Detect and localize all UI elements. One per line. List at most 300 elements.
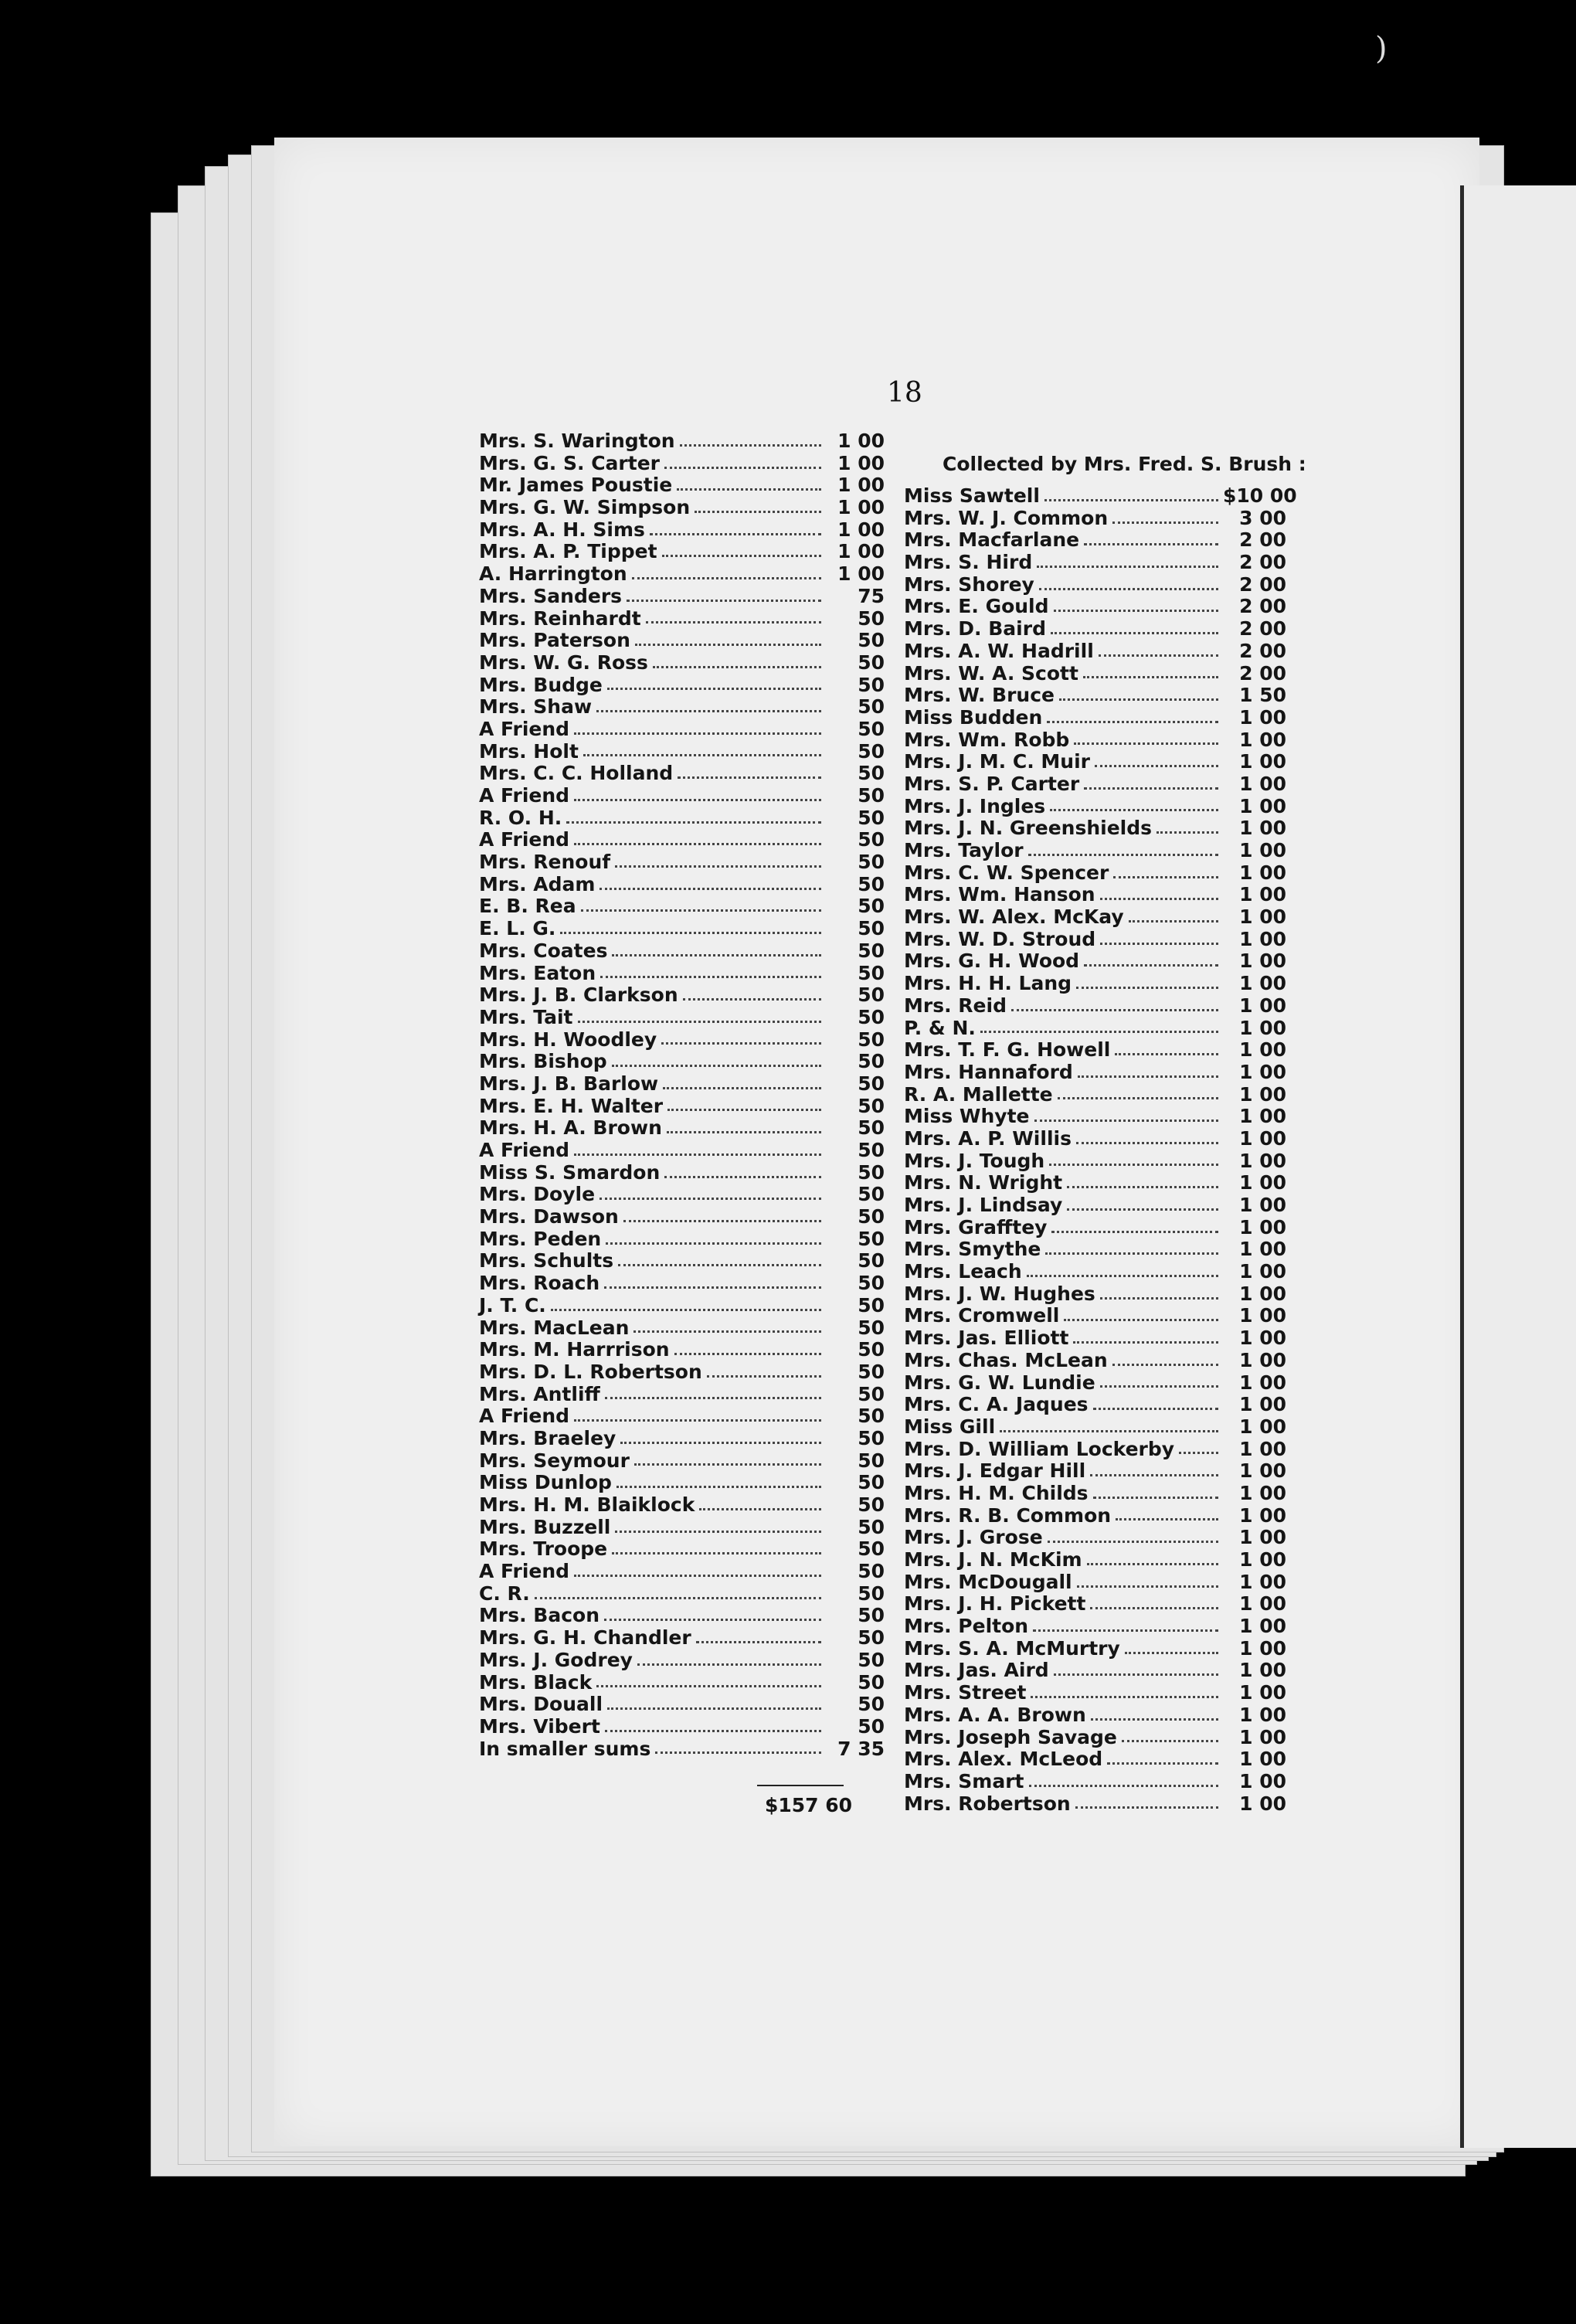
contributor-name: Mrs. S. Warington <box>479 430 675 452</box>
contribution-amount: 50 <box>858 1139 885 1161</box>
contribution-row <box>479 1716 885 1738</box>
contributor-name: Miss Dunlop <box>479 1471 612 1494</box>
dot-leader <box>1027 1267 1218 1277</box>
contribution-amount: 1 00 <box>1239 1570 1286 1593</box>
contributor-name: Mrs. Cromwell <box>904 1304 1060 1327</box>
contribution-amount: 50 <box>858 851 885 874</box>
contribution-row <box>479 1694 885 1716</box>
contribution-amount: 1 00 <box>837 451 885 474</box>
contribution-row <box>479 563 885 586</box>
dot-leader <box>605 1389 821 1399</box>
contribution-amount: 1 00 <box>1239 817 1286 840</box>
contribution-amount: 1 00 <box>1239 1769 1286 1792</box>
contribution-amount: 50 <box>858 1426 885 1449</box>
dot-leader <box>1028 846 1218 856</box>
dot-leader <box>1000 1422 1218 1432</box>
dot-leader <box>574 725 821 735</box>
dot-leader <box>1029 1777 1219 1787</box>
contribution-row <box>904 840 1286 862</box>
dot-leader <box>551 1301 821 1311</box>
contribution-row <box>479 963 885 985</box>
dot-leader <box>627 592 821 602</box>
contribution-amount: 2 00 <box>1239 661 1286 685</box>
dot-leader <box>664 1168 821 1178</box>
contribution-amount: 50 <box>858 1272 885 1295</box>
contribution-amount: 50 <box>858 1028 885 1051</box>
contribution-amount: 1 00 <box>1239 1681 1286 1704</box>
contribution-row <box>479 1405 885 1428</box>
contributor-name: Mrs. A. H. Sims <box>479 518 645 541</box>
contributor-name: Mrs. Wm. Robb <box>904 728 1070 751</box>
contribution-row <box>904 1505 1286 1527</box>
contribution-row <box>904 1106 1286 1128</box>
contribution-amount: 50 <box>858 828 885 851</box>
contributor-name: Mrs. Holt <box>479 739 579 763</box>
dot-leader <box>1157 824 1218 834</box>
contribution-row <box>904 1638 1286 1660</box>
contribution-amount: 1 00 <box>1239 1348 1286 1371</box>
dot-leader <box>1107 1755 1218 1765</box>
contribution-amount: 50 <box>858 872 885 895</box>
dot-leader <box>683 990 821 1001</box>
dot-leader <box>1179 1444 1218 1454</box>
contributor-name: Mrs. C. W. Spencer <box>904 861 1109 884</box>
dot-leader <box>583 746 821 756</box>
dot-leader <box>1037 558 1218 568</box>
dot-leader <box>1100 890 1218 900</box>
dot-leader <box>574 791 821 801</box>
contribution-row <box>904 950 1286 973</box>
dot-leader <box>596 1677 821 1687</box>
contribution-amount: 50 <box>858 1116 885 1140</box>
dot-leader <box>1051 624 1218 634</box>
contributor-name: Mrs. Reid <box>904 994 1007 1017</box>
contribution-row <box>479 1450 885 1473</box>
contributor-name: Mrs. W. A. Scott <box>904 661 1078 685</box>
dot-leader <box>678 769 821 779</box>
dot-leader <box>635 636 821 646</box>
contribution-row <box>904 663 1286 685</box>
dot-leader <box>612 946 821 956</box>
contribution-row <box>479 1428 885 1450</box>
contribution-row <box>479 1007 885 1029</box>
contribution-row <box>479 453 885 475</box>
contribution-amount: 1 00 <box>1239 772 1286 795</box>
contribution-amount: 1 00 <box>1239 1371 1286 1394</box>
dot-leader <box>1093 1400 1218 1410</box>
contribution-amount: 50 <box>858 1604 885 1627</box>
contributor-name: Mrs. Bishop <box>479 1050 607 1073</box>
contributor-name: Mrs. Leach <box>904 1260 1022 1283</box>
contribution-amount: 50 <box>858 1449 885 1472</box>
contribution-amount: 1 00 <box>1239 1238 1286 1261</box>
contribution-row <box>904 1039 1286 1062</box>
contributor-name: J. T. C. <box>479 1293 546 1317</box>
contributor-name: Mrs. Buzzell <box>479 1515 611 1538</box>
contribution-row <box>904 1150 1286 1173</box>
contribution-amount: 50 <box>858 961 885 984</box>
contribution-amount: 50 <box>858 1072 885 1095</box>
contribution-amount: 50 <box>858 606 885 630</box>
dot-leader <box>677 481 821 491</box>
dot-leader <box>1084 780 1218 790</box>
contributor-name: Mrs. Smart <box>904 1769 1024 1792</box>
contributor-name: Mrs. Schults <box>479 1249 614 1272</box>
contributor-name: Mrs. W. D. Stroud <box>904 927 1096 950</box>
contributor-name: Mrs. D. William Lockerby <box>904 1437 1175 1460</box>
contribution-row <box>479 1650 885 1672</box>
contribution-amount: 1 00 <box>1239 839 1286 861</box>
dot-leader <box>633 1323 821 1333</box>
contribution-amount: 1 00 <box>1239 1415 1286 1438</box>
dot-leader <box>607 1700 821 1710</box>
dot-leader <box>574 1146 821 1156</box>
contribution-amount: 50 <box>858 1560 885 1583</box>
contribution-row <box>479 918 885 940</box>
contribution-row <box>904 973 1286 995</box>
dot-leader <box>615 1523 821 1533</box>
contribution-amount: 1 00 <box>1239 1725 1286 1748</box>
contribution-row <box>479 1117 885 1140</box>
contributor-name: A Friend <box>479 717 570 740</box>
dot-leader <box>605 1722 821 1732</box>
contribution-amount: 1 00 <box>1239 1636 1286 1660</box>
contributor-name: Mrs. T. F. G. Howell <box>904 1038 1111 1062</box>
dot-leader <box>1090 1599 1218 1609</box>
contribution-row <box>904 1704 1286 1727</box>
contribution-amount: 50 <box>858 1249 885 1272</box>
contribution-row <box>479 1206 885 1228</box>
contribution-amount: 1 00 <box>837 518 885 541</box>
contribution-amount: 2 00 <box>1239 573 1286 596</box>
contribution-row <box>904 484 1297 508</box>
contributor-name: Mrs. J. M. C. Muir <box>904 750 1090 773</box>
contributor-name: Mrs. C. C. Holland <box>479 762 674 785</box>
contribution-row <box>479 1272 885 1295</box>
contribution-row <box>479 674 885 697</box>
contributor-name: Mrs. N. Wright <box>904 1171 1063 1194</box>
contribution-row <box>904 796 1286 818</box>
contributor-name: Mrs. S. Hird <box>904 551 1033 574</box>
contribution-amount: $10 00 <box>1223 484 1297 507</box>
contribution-row <box>904 1305 1286 1327</box>
dot-leader <box>1084 535 1218 545</box>
contribution-row <box>904 1748 1286 1771</box>
contribution-row <box>479 1228 885 1251</box>
contributor-name: Mrs. Dawson <box>479 1205 619 1228</box>
contributor-name: Mrs. M. Harrrison <box>479 1338 670 1361</box>
contributor-name: Mrs. Grafftey <box>904 1215 1048 1238</box>
contributor-name: Miss Sawtell <box>904 484 1040 507</box>
contributor-name: Mrs. C. A. Jaques <box>904 1393 1089 1416</box>
contributor-name: A. Harrington <box>479 562 627 586</box>
contribution-amount: 2 00 <box>1239 595 1286 618</box>
contributor-name: Mrs. Roach <box>479 1272 600 1295</box>
contribution-amount: 1 00 <box>1239 1082 1286 1106</box>
dot-leader <box>1084 956 1218 967</box>
contributor-name: Mrs. Jas. Elliott <box>904 1327 1069 1350</box>
contributor-name: Mrs. Pelton <box>904 1615 1029 1638</box>
dot-leader <box>667 1101 821 1111</box>
contribution-amount: 2 00 <box>1239 617 1286 640</box>
contribution-amount: 1 00 <box>1239 994 1286 1017</box>
contribution-amount: 50 <box>858 762 885 785</box>
contribution-row <box>479 895 885 918</box>
contribution-amount: 50 <box>858 1160 885 1184</box>
contribution-row <box>479 652 885 674</box>
contribution-row <box>904 906 1286 929</box>
dot-leader <box>581 902 821 912</box>
dot-leader <box>623 1212 821 1222</box>
contribution-row <box>479 497 885 519</box>
contribution-amount: 50 <box>858 1050 885 1073</box>
left-contributor-list <box>479 430 885 1760</box>
dot-leader <box>1116 1510 1218 1520</box>
contribution-row <box>904 1394 1286 1416</box>
contribution-row <box>904 1682 1286 1704</box>
contribution-amount: 1 00 <box>837 496 885 519</box>
contributor-name: Mrs. A. P. Tippet <box>479 540 657 563</box>
dot-leader <box>699 1500 821 1510</box>
contribution-amount: 1 00 <box>1239 1503 1286 1527</box>
contribution-row <box>479 940 885 963</box>
contributor-name: A Friend <box>479 784 570 807</box>
contribution-amount: 50 <box>858 806 885 829</box>
contribution-amount: 50 <box>858 1316 885 1339</box>
dot-leader <box>1054 1666 1218 1676</box>
dot-leader <box>578 1013 821 1023</box>
contribution-amount: 50 <box>858 917 885 940</box>
contribution-row <box>904 1439 1286 1461</box>
contribution-amount: 50 <box>858 1205 885 1228</box>
contributor-name: Mrs. A. P. Willis <box>904 1126 1072 1150</box>
contribution-row <box>904 1372 1286 1395</box>
contribution-amount: 1 00 <box>1239 1703 1286 1726</box>
contribution-row <box>904 640 1286 663</box>
contribution-row <box>904 1084 1286 1106</box>
contributor-name: A Friend <box>479 1405 570 1428</box>
dot-leader <box>606 1235 821 1245</box>
contribution-amount: 50 <box>858 1227 885 1250</box>
contribution-amount: 50 <box>858 1005 885 1028</box>
contribution-amount: 50 <box>858 717 885 740</box>
contributor-name: Mrs. W. G. Ross <box>479 651 648 674</box>
contribution-row <box>479 519 885 542</box>
contribution-amount: 50 <box>858 939 885 962</box>
dot-leader <box>1075 1799 1218 1809</box>
contribution-amount: 1 00 <box>1239 728 1286 751</box>
contribution-row <box>479 763 885 785</box>
contributor-name: Mrs. Coates <box>479 939 608 962</box>
contribution-amount: 50 <box>858 1670 885 1694</box>
contribution-amount: 1 00 <box>1239 927 1286 950</box>
contribution-amount: 1 50 <box>1239 684 1286 707</box>
dot-leader <box>680 437 821 447</box>
contribution-amount: 1 00 <box>1239 1016 1286 1039</box>
dot-leader <box>1076 1134 1218 1144</box>
contribution-row <box>904 685 1286 707</box>
contributor-name: Mrs. Sanders <box>479 584 623 607</box>
contributor-name: Mrs. Alex. McLeod <box>904 1748 1103 1771</box>
dot-leader <box>1078 1068 1218 1078</box>
contribution-amount: 50 <box>858 629 885 652</box>
contribution-amount: 50 <box>858 1183 885 1206</box>
contribution-amount: 1 00 <box>1239 1304 1286 1327</box>
contributor-name: Mrs. H. H. Lang <box>904 972 1072 995</box>
contribution-row <box>904 995 1286 1018</box>
dot-leader <box>1112 514 1218 524</box>
contribution-amount: 50 <box>858 673 885 696</box>
dot-leader <box>1113 868 1218 878</box>
contribution-amount: 1 00 <box>1239 883 1286 906</box>
dot-leader <box>612 1544 821 1554</box>
contribution-row <box>479 1250 885 1272</box>
contribution-row <box>479 1605 885 1627</box>
contribution-row <box>479 1561 885 1583</box>
contribution-amount: 1 00 <box>1239 1327 1286 1350</box>
contribution-row <box>904 1238 1286 1261</box>
contributor-name: Mrs. H. Woodley <box>479 1028 657 1051</box>
contributor-name: Mrs. Bacon <box>479 1604 600 1627</box>
contributor-name: C. R. <box>479 1582 530 1605</box>
contributor-name: Mrs. E. Gould <box>904 595 1049 618</box>
contribution-amount: 1 00 <box>1239 1437 1286 1460</box>
dot-leader <box>653 658 821 668</box>
contribution-amount: 50 <box>858 695 885 719</box>
contribution-amount: 1 00 <box>837 430 885 452</box>
contribution-row <box>904 1172 1286 1194</box>
contribution-amount: 1 00 <box>1239 1481 1286 1504</box>
dot-leader <box>616 1478 821 1488</box>
contribution-amount: 50 <box>858 1293 885 1317</box>
contribution-amount: 1 00 <box>1239 1194 1286 1216</box>
dot-leader <box>1033 1622 1218 1632</box>
dot-leader <box>1047 713 1218 723</box>
contribution-amount: 50 <box>858 1382 885 1405</box>
contributor-name: Mrs. Doyle <box>479 1183 596 1206</box>
dot-leader <box>1073 1334 1218 1344</box>
contribution-row <box>479 1538 885 1561</box>
contribution-row <box>479 1517 885 1539</box>
dot-leader <box>1031 1688 1218 1698</box>
dot-leader <box>1064 1311 1218 1321</box>
dot-leader <box>1129 912 1218 922</box>
contribution-row <box>904 862 1286 885</box>
contributor-name: Mrs. J. Tough <box>904 1149 1045 1172</box>
contribution-row <box>904 1194 1286 1217</box>
contribution-amount: 50 <box>858 1626 885 1650</box>
contribution-row <box>904 1261 1286 1283</box>
contributor-name: Mrs. J. H. Pickett <box>904 1592 1086 1616</box>
contribution-row <box>479 1672 885 1694</box>
contribution-row <box>479 1583 885 1605</box>
contributor-name: Mrs. D. L. Robertson <box>479 1360 702 1383</box>
contribution-row <box>904 508 1286 530</box>
contribution-amount: 50 <box>858 1360 885 1383</box>
dot-leader <box>599 880 821 890</box>
contributor-name: Mrs. Shorey <box>904 573 1034 596</box>
contribution-row <box>479 741 885 763</box>
dot-leader <box>599 1190 821 1200</box>
contribution-row <box>904 1793 1286 1816</box>
contributor-name: Mrs. G. H. Chandler <box>479 1626 691 1650</box>
contribution-row <box>904 773 1286 796</box>
contribution-amount: 50 <box>858 784 885 807</box>
dot-leader <box>596 702 821 712</box>
dot-leader <box>661 1035 821 1045</box>
contributor-name: Mrs. A. A. Brown <box>904 1703 1086 1726</box>
dot-leader <box>620 1434 821 1444</box>
contribution-amount: 50 <box>858 1515 885 1538</box>
dot-leader <box>1067 1201 1218 1211</box>
contributor-name: Mrs. Robertson <box>904 1792 1071 1815</box>
total-rule <box>757 1785 844 1786</box>
contribution-amount: 75 <box>858 584 885 607</box>
contribution-amount: 7 35 <box>837 1737 885 1760</box>
contribution-row <box>904 1771 1286 1793</box>
contributor-name: Mrs. Wm. Hanson <box>904 883 1095 906</box>
dot-leader <box>1100 1289 1218 1300</box>
dot-leader <box>674 1345 821 1355</box>
contribution-amount: 1 00 <box>1239 1393 1286 1416</box>
contributor-name: Mrs. McDougall <box>904 1570 1072 1593</box>
contribution-amount: 50 <box>858 1582 885 1605</box>
page-number: 18 <box>887 377 922 409</box>
contribution-row <box>904 1483 1286 1505</box>
contribution-amount: 50 <box>858 651 885 674</box>
contribution-row <box>479 1295 885 1317</box>
dot-leader <box>1077 1578 1218 1588</box>
contributor-name: Mrs. Adam <box>479 872 596 895</box>
contribution-row <box>479 430 885 453</box>
contribution-row <box>904 1283 1286 1306</box>
contributor-name: Mrs. Renouf <box>479 851 611 874</box>
dot-leader <box>696 1633 821 1643</box>
contribution-row <box>904 1327 1286 1350</box>
contribution-amount: 50 <box>858 1471 885 1494</box>
contribution-amount: 1 00 <box>1239 861 1286 884</box>
dot-leader <box>1067 1178 1218 1188</box>
contribution-amount: 50 <box>858 739 885 763</box>
contributor-name: Mrs. Street <box>904 1681 1027 1704</box>
dot-leader <box>707 1368 821 1378</box>
dot-leader <box>663 1079 821 1089</box>
dot-leader <box>1048 1533 1218 1543</box>
dot-leader <box>1050 801 1218 811</box>
contributor-name: Mrs. Tait <box>479 1005 573 1028</box>
contribution-row <box>479 1029 885 1052</box>
contributor-name: Mrs. G. H. Wood <box>904 950 1080 973</box>
dot-leader <box>1059 691 1218 701</box>
contribution-amount: 1 00 <box>1239 1260 1286 1283</box>
contributor-name: Mrs. J. N. McKim <box>904 1548 1082 1571</box>
dot-leader <box>607 680 821 690</box>
contributor-name: Mrs. W. Alex. McKay <box>904 905 1124 929</box>
contributor-name: Mrs. G. S. Carter <box>479 451 660 474</box>
contribution-row <box>479 1472 885 1494</box>
contributor-name: Mrs. J. W. Hughes <box>904 1282 1095 1305</box>
dot-leader <box>615 858 821 868</box>
contribution-amount: 1 00 <box>1239 950 1286 973</box>
contribution-amount: 1 00 <box>1239 1748 1286 1771</box>
dot-leader <box>1011 1001 1218 1011</box>
dot-leader <box>535 1589 821 1599</box>
contributor-name: E. L. G. <box>479 917 556 940</box>
dot-leader <box>646 613 821 623</box>
dot-leader <box>1054 602 1218 612</box>
dot-leader <box>1074 735 1218 745</box>
contributor-name: Mrs. J. Lindsay <box>904 1194 1063 1216</box>
